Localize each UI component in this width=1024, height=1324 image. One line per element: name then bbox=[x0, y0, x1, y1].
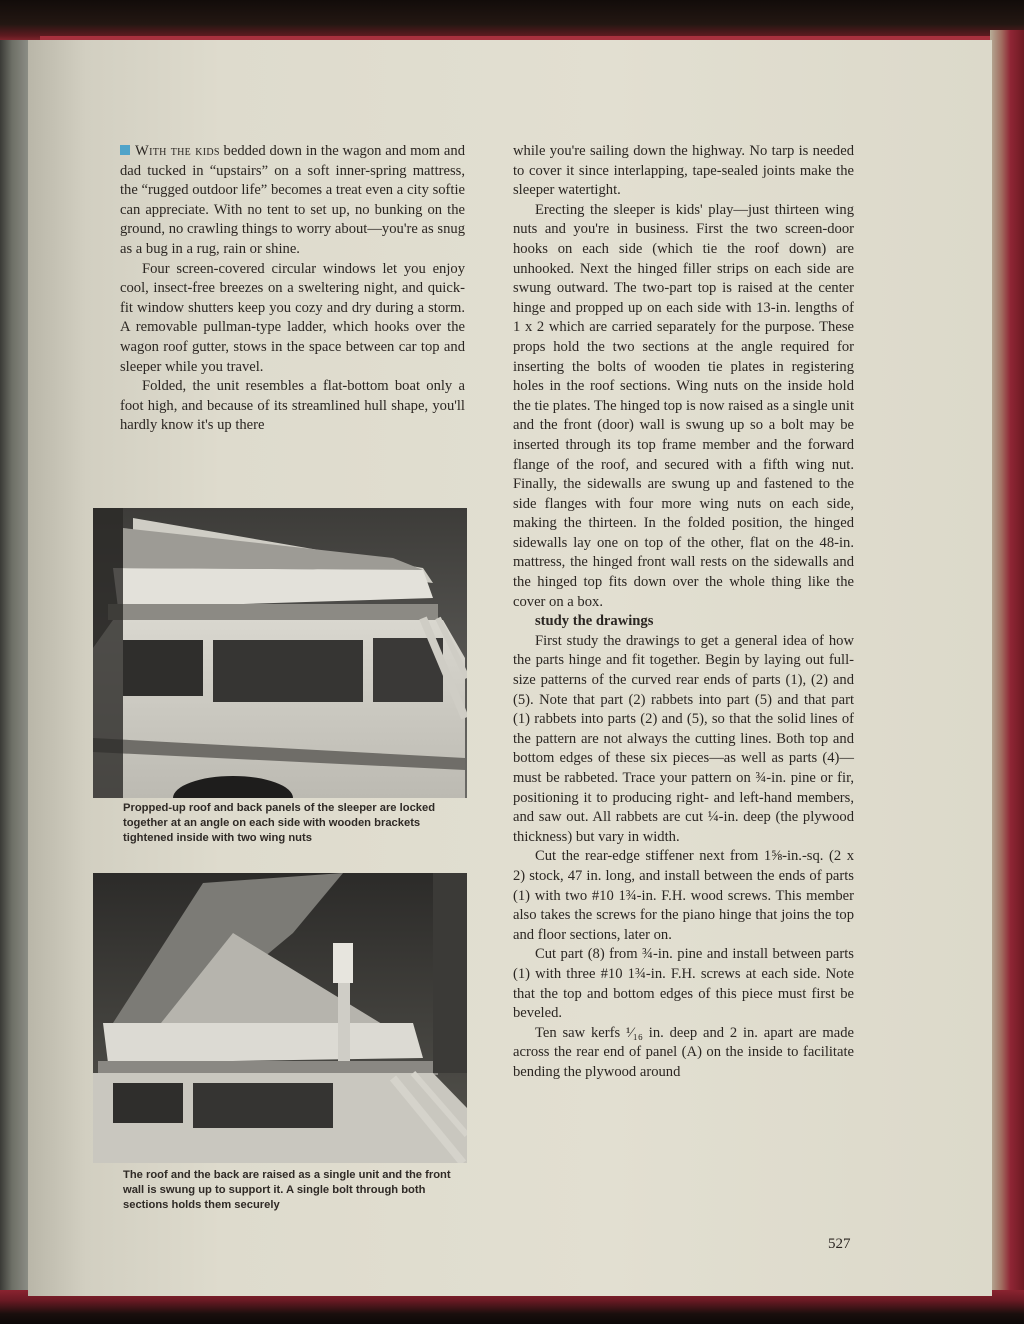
photo-raised-roof bbox=[93, 873, 467, 1163]
book-top-binding bbox=[0, 0, 1024, 44]
body-paragraph: while you're sailing down the highway. No tarp is needed to cover it since interlapping, tape-sealed joints make the sleeper watertight. bbox=[513, 143, 854, 199]
lead-in: With the kids bbox=[135, 143, 220, 159]
photo-propped-roof-image bbox=[93, 508, 467, 798]
body-paragraph: First study the drawings to get a general idea of how the parts hinge and fit together. Begin by laying out full-size patterns of the curved rear ends of parts (1), (2) and (5). Note that part (2) rabbets into part (5) and that part (1) rabbets into parts (2) and (5), so that the solid lines of the pattern are not always the cutting lines. Both top and bottom edges of these six pieces—as well as parts (4)—must be rabbeted. Trace your pattern on ¾-in. pine or fir, positioning it to producing right- and left-hand members, and saw out. All rabbets are cut ¼-in. deep (the plywood thickness) but vary in width. bbox=[513, 632, 854, 845]
photo-caption: The roof and the back are raised as a single unit and the front wall is swung up to support it. A single bolt through both sections holds them securely bbox=[123, 1169, 451, 1212]
facing-page-edge bbox=[0, 40, 30, 1300]
photo-raised-roof-image bbox=[93, 873, 467, 1163]
body-paragraph: Cut the rear-edge stiffener next from 1⅝-in.-sq. (2 x 2) stock, 47 in. long, and install between the ends of parts (1) with two #10 1¾-in. F.H. wood screws. This member also takes the screws for the piano hinge that joins the top and floor sections, later on. bbox=[513, 848, 854, 943]
book-right-edge bbox=[990, 30, 1024, 1300]
body-paragraph: Four screen-covered circular windows let you enjoy cool, insect-free breezes on a sweltering night, and quick-fit window shutters keep you cozy and dry during a storm. A removable pullman-type ladder, which hooks over the wagon roof gutter, stows in the space between car top and sleeper while you travel. bbox=[120, 260, 465, 375]
body-paragraph: Cut part (8) from ¾-in. pine and install between parts (1) with three #10 1¾-in. F.H. screws at each side. Note that the top and bottom edges of this piece must first be beveled. bbox=[513, 946, 854, 1022]
body-paragraph: Erecting the sleeper is kids' play—just thirteen wing nuts and you're in business. First the two screen-door hooks on each side (which tie the roof down) are unhooked. Next the hinged filler strips on each side are swung outward. The two-part top is raised at the center hinge and propped up on each side with 13-in. lengths of 1 x 2 which are carried separately for the purpose. These props hold the two sections at the angle required for inserting the bolts of wooden tie plates in registering holes in the roof sections. Wing nuts on the inside hold the tie plates. The hinged top is now raised as a single unit and the front (door) wall is swung up so a bolt may be inserted through its top frame member and the forward flange of the roof, and secured with a fifth wing nut. Finally, the sidewalls are swung up and fastened to the side flanges with four more wing nuts on each side, making the thirteen. In the folded position, the hinged sidewalls lay one on top of the other, flat on the 48-in. mattress, the hinged front wall rests on the sidewalls and the hinged top fits down over the whole thing like the cover on a box. bbox=[513, 201, 854, 610]
section-subheading: study the drawings bbox=[535, 613, 654, 630]
section-bullet-icon bbox=[120, 145, 130, 155]
body-paragraph: Ten saw kerfs ¹⁄₁₆ in. deep and 2 in. apart are made across the rear end of panel (A) on the inside to facilitate bending the plywood around bbox=[513, 1024, 854, 1080]
photo-caption: Propped-up roof and back panels of the sleeper are locked together at an angle on each side with wooden brackets tightened inside with two wing nuts bbox=[123, 802, 436, 845]
page-number: 527 bbox=[828, 1236, 851, 1252]
left-text-column bbox=[120, 142, 465, 436]
body-paragraph: Folded, the unit resembles a flat-bottom boat only a foot high, and because of its streamlined hull shape, you'll hardly know it's up there bbox=[120, 378, 465, 434]
intro-text: bedded down in the wagon and mom and dad tucked in “upstairs” on a soft inner-spring mattress, the “rugged outdoor life” becomes a treat even a city softie can appreciate. With no tent to set up, no bunking on the ground, no crawling things to worry about—you're as snug as a bug in a rug, rain or shine. bbox=[120, 143, 466, 257]
right-text-column bbox=[513, 142, 854, 1083]
photo-propped-roof bbox=[93, 508, 467, 798]
intro-paragraph bbox=[120, 142, 465, 260]
